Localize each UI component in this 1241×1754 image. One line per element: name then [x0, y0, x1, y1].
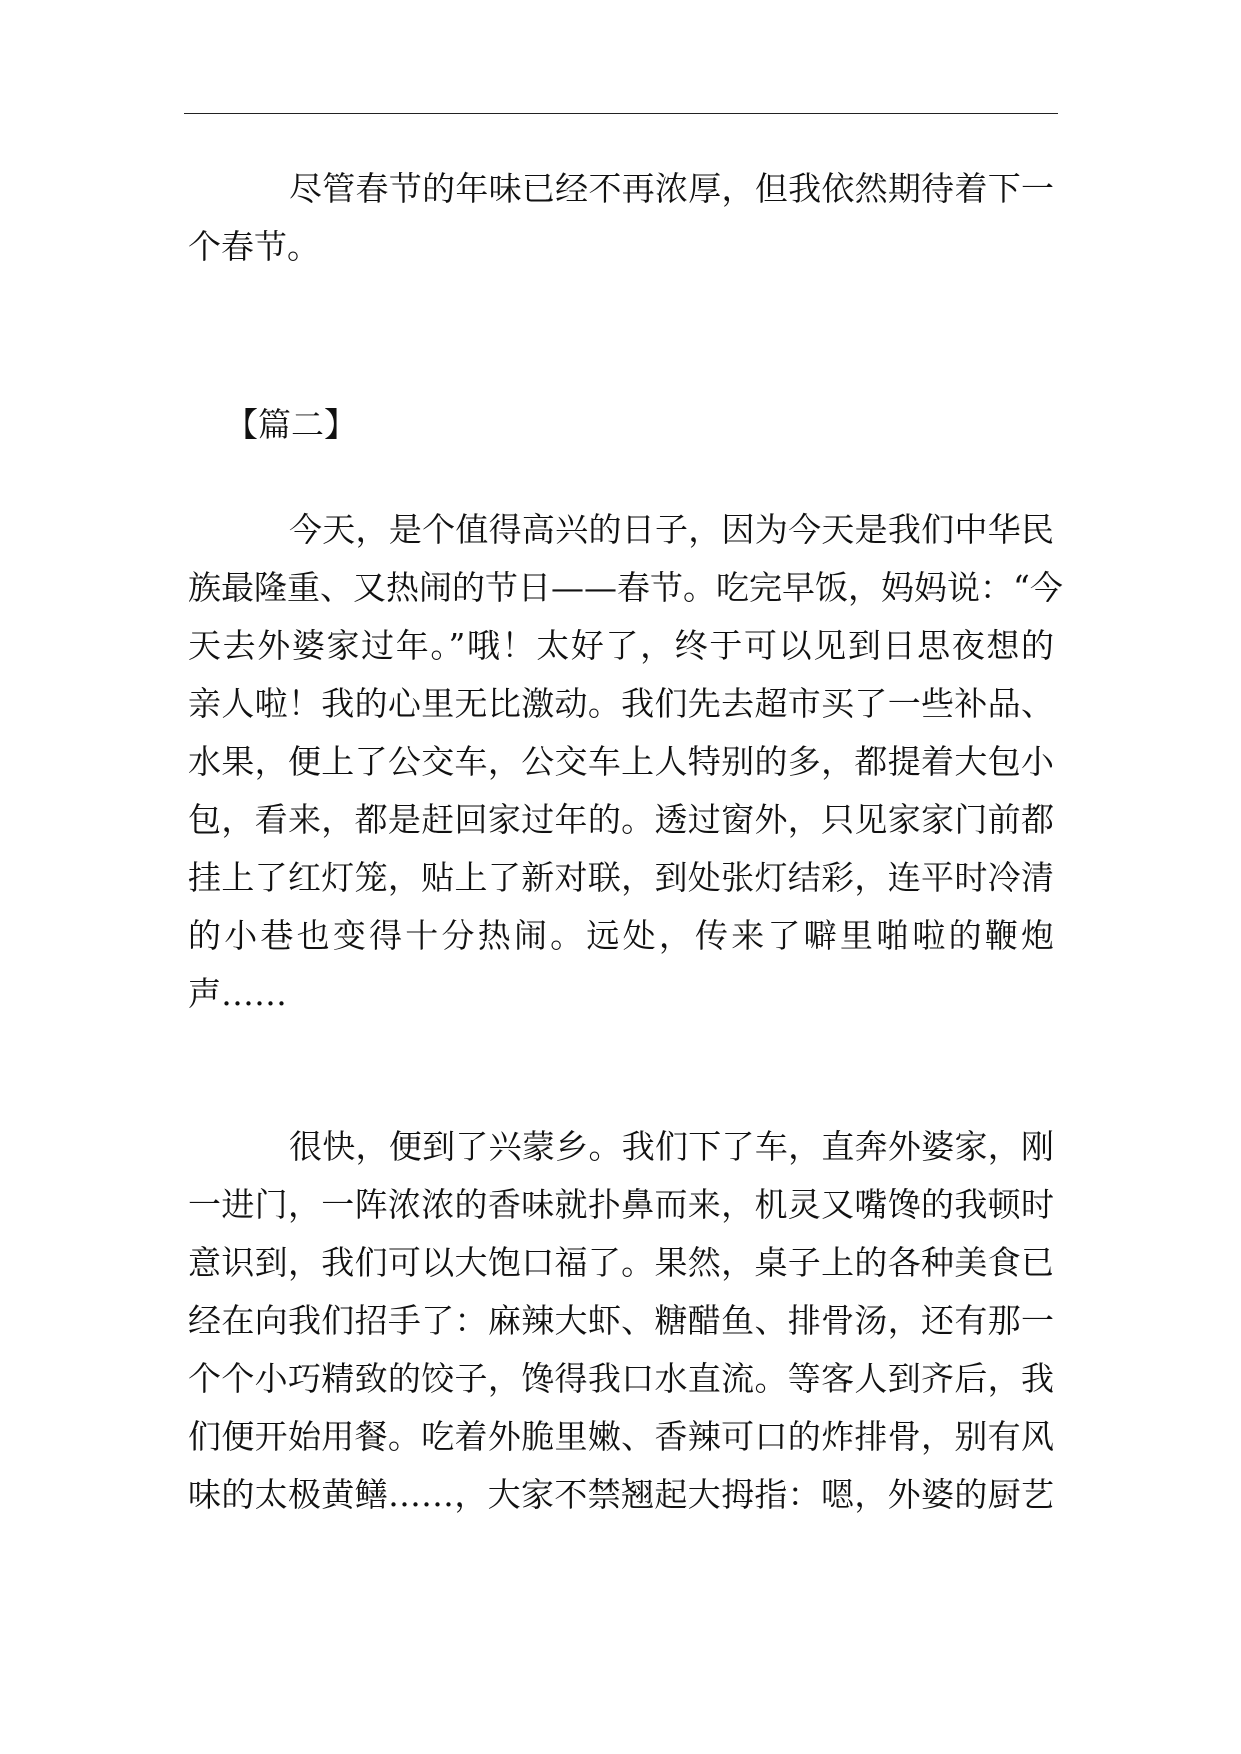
text-line: 今天，是个值得高兴的日子，因为今天是我们中华民 — [289, 510, 1054, 549]
text-line: 水果，便上了公交车，公交车上人特别的多，都提着大包小 — [188, 742, 1054, 781]
text-line: 一进门，一阵浓浓的香味就扑鼻而来，机灵又嘴馋的我顿时 — [188, 1185, 1054, 1224]
text-line: 经在向我们招手了：麻辣大虾、糖醋鱼、排骨汤，还有那一 — [188, 1301, 1054, 1340]
text-line: 个春节。 — [188, 227, 320, 266]
text-line: 亲人啦！我的心里无比激动。我们先去超市买了一些补品、 — [188, 684, 1054, 723]
text-line: 挂上了红灯笼，贴上了新对联，到处张灯结彩，连平时冷清 — [188, 858, 1054, 897]
text-line: 们便开始用餐。吃着外脆里嫩、香辣可口的炸排骨，别有风 — [188, 1417, 1054, 1456]
paragraph-2 — [188, 1118, 1054, 1524]
header-rule — [184, 113, 1058, 114]
text-line: 尽管春节的年味已经不再浓厚，但我依然期待着下一 — [289, 169, 1054, 208]
text-line: 个个小巧精致的饺子，馋得我口水直流。等客人到齐后，我 — [188, 1359, 1054, 1398]
text-line: 意识到，我们可以大饱口福了。果然，桌子上的各种美食已 — [188, 1243, 1054, 1282]
text-line: 声…… — [188, 974, 287, 1013]
text-line: 味的太极黄鳝……，大家不禁翘起大拇指：嗯，外婆的厨艺 — [188, 1475, 1054, 1514]
text-line: 包，看来，都是赶回家过年的。透过窗外，只见家家门前都 — [188, 800, 1054, 839]
text-line: 天去外婆家过年。”哦！太好了，终于可以见到日思夜想的 — [188, 626, 1054, 665]
paragraph-1 — [188, 501, 1063, 1023]
text-line: 很快，便到了兴蒙乡。我们下了车，直奔外婆家，刚 — [289, 1127, 1054, 1166]
section-title: 【篇二】 — [225, 405, 357, 444]
text-line: 的小巷也变得十分热闹。远处，传来了噼里啪啦的鞭炮 — [188, 916, 1054, 955]
text-line: 族最隆重、又热闹的节日——春节。吃完早饭，妈妈说：“今 — [188, 568, 1063, 607]
paragraph-intro-end — [188, 160, 1054, 276]
